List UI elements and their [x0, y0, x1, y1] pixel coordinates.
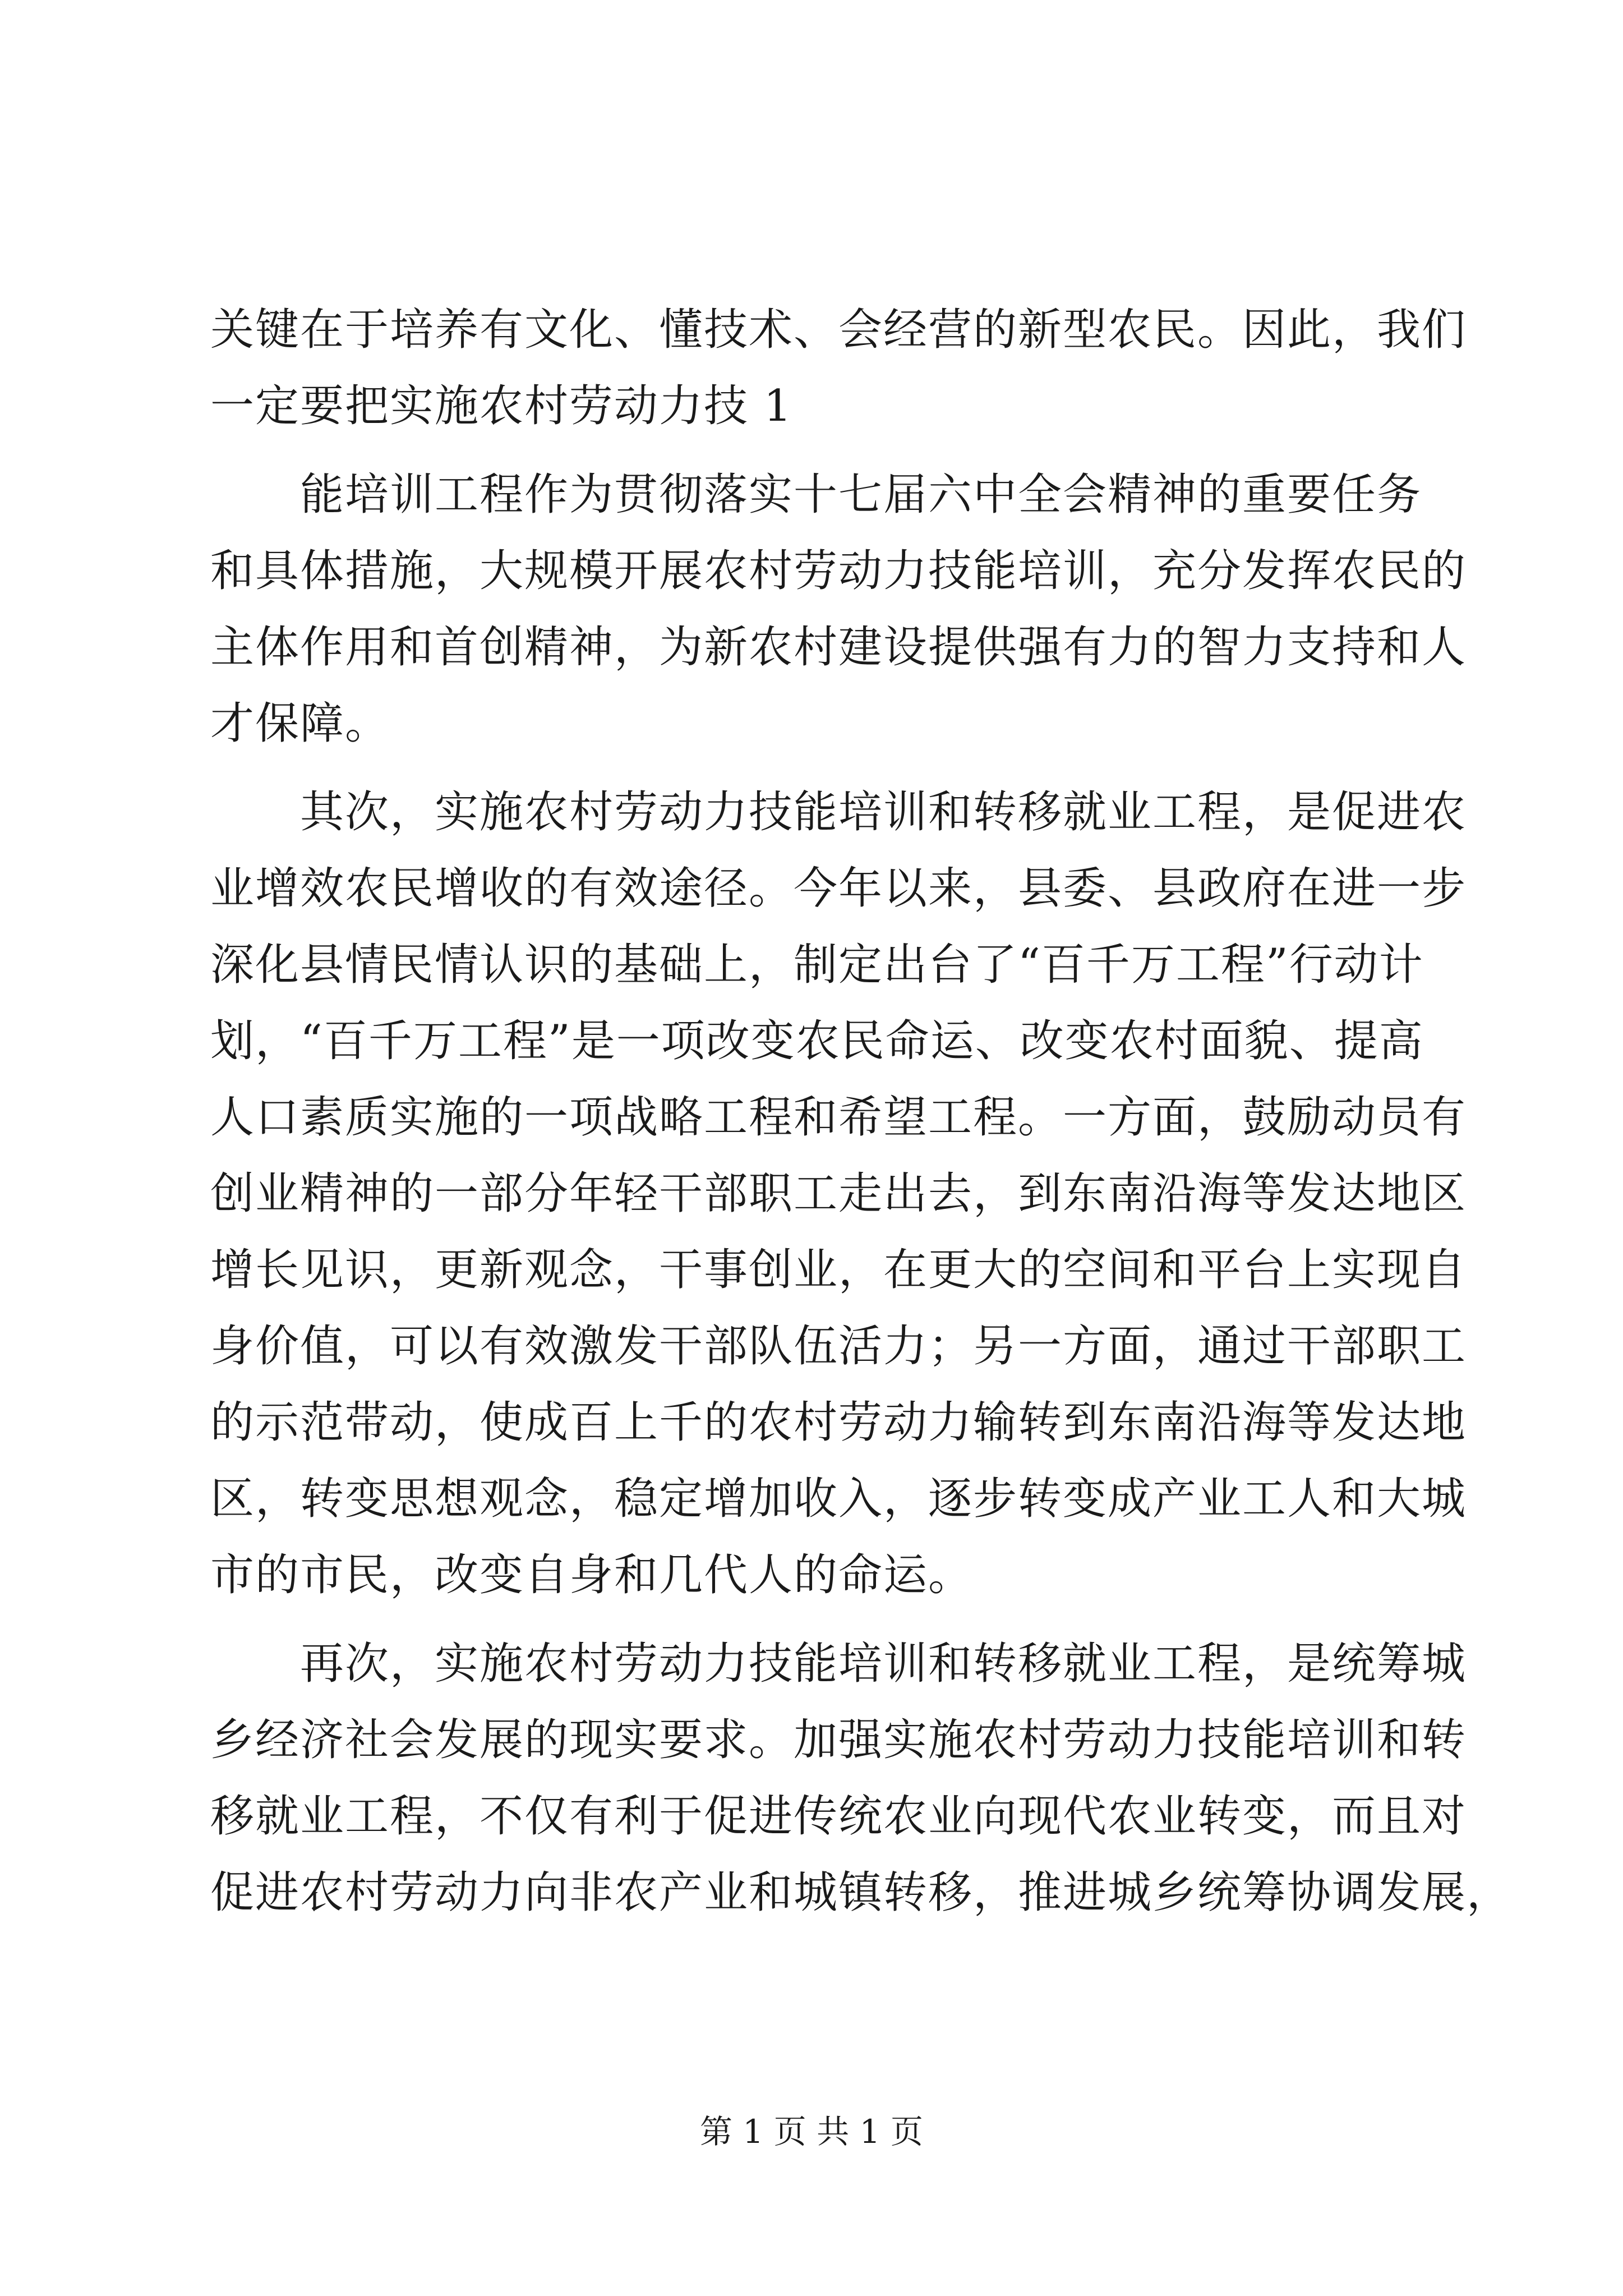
text-line: 市的市民，改变自身和几代人的命运。 [210, 1550, 974, 1600]
text-line: 和具体措施，大规模开展农村劳动力技能培训，充分发挥农民的 [210, 546, 1467, 596]
text-line: 能培训工程作为贯彻落实十七届六中全会精神的重要任务 [300, 470, 1422, 520]
page-footer: 第 1 页 共 1 页 [700, 2113, 923, 2151]
text-line: 的示范带动，使成百上千的农村劳动力输转到东南沿海等发达地 [210, 1397, 1467, 1448]
text-line: 身价值，可以有效激发干部队伍活力；另一方面，通过干部职工 [210, 1321, 1467, 1372]
text-line: 划，“百千万工程”是一项改变农民命运、改变农村面貌、提高 [210, 1016, 1424, 1066]
document-body [210, 292, 1512, 1943]
text-line: 人口素质实施的一项战略工程和希望工程。一方面，鼓励动员有 [210, 1092, 1467, 1143]
text-line: 再次，实施农村劳动力技能培训和转移就业工程，是统筹城 [300, 1639, 1467, 1689]
text-line: 区，转变思想观念，稳定增加收入，逐步转变成产业工人和大城 [210, 1474, 1467, 1524]
text-line: 业增效农民增收的有效途径。今年以来，县委、县政府在进一步 [210, 863, 1467, 914]
text-line: 乡经济社会发展的现实要求。加强实施农村劳动力技能培训和转 [210, 1715, 1467, 1765]
paragraph [210, 774, 1467, 1613]
paragraph [210, 457, 1467, 762]
text-line: 深化县情民情认识的基础上，制定出台了“百千万工程”行动计 [210, 940, 1424, 990]
paragraph [210, 1626, 1512, 1931]
text-line: 一定要把实施农村劳动力技 1 [210, 381, 793, 431]
text-line: 才保障。 [210, 698, 390, 749]
text-line: 促进农村劳动力向非农产业和城镇转移，推进城乡统筹协调发展， [210, 1867, 1512, 1918]
text-line: 其次，实施农村劳动力技能培训和转移就业工程，是促进农 [300, 787, 1467, 838]
paragraph [210, 292, 1467, 444]
text-line: 移就业工程，不仅有利于促进传统农业向现代农业转变，而且对 [210, 1791, 1467, 1842]
text-line: 主体作用和首创精神，为新农村建设提供强有力的智力支持和人 [210, 622, 1467, 673]
text-line: 增长见识，更新观念，干事创业，在更大的空间和平台上实现自 [210, 1245, 1467, 1295]
text-line: 创业精神的一部分年轻干部职工走出去，到东南沿海等发达地区 [210, 1168, 1467, 1219]
text-line: 关键在于培养有文化、懂技术、会经营的新型农民。因此，我们 [210, 305, 1467, 355]
